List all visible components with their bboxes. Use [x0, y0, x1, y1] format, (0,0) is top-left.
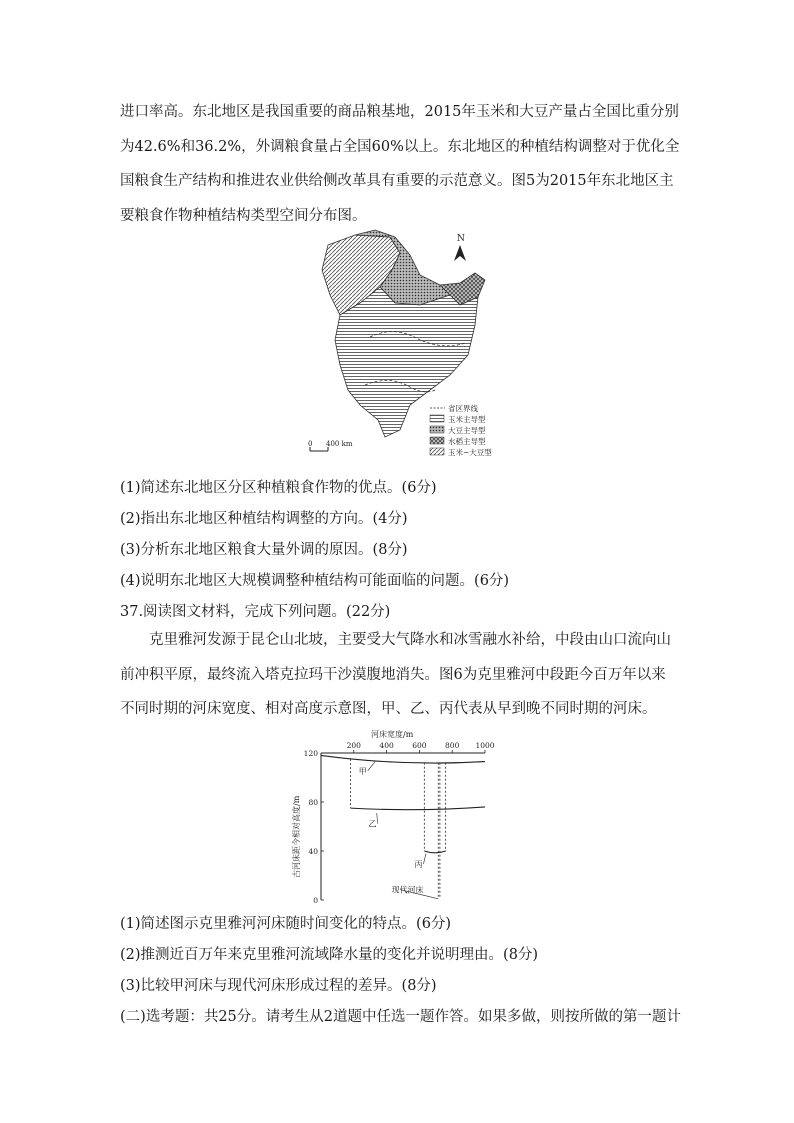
x-tick-label: 800: [445, 741, 460, 750]
x-tick-label: 400: [379, 741, 394, 750]
q36-item-2: (2)指出东北地区种植结构调整的方向。(4分): [120, 511, 408, 527]
y-tick-label: 40: [308, 847, 318, 856]
legend-rice: 水稻主导型: [448, 437, 486, 446]
north-arrow-label: N: [457, 234, 465, 244]
series-jia-label: 甲: [358, 766, 367, 776]
legend-soybean: 大豆主导型: [448, 426, 486, 435]
series-jia-label-leader: [368, 762, 375, 771]
northeast-crop-map: [300, 225, 510, 465]
y-tick-label: 0: [313, 896, 318, 905]
series-modern-label: 现代河床: [391, 885, 424, 895]
x-tick-label: 600: [412, 741, 427, 750]
legend-maize-soybean: 玉米−大豆型: [448, 448, 492, 457]
series-yi-label-leader: [377, 813, 378, 823]
q37-item-3: (3)比较甲河床与现代河床形成过程的差异。(8分): [120, 978, 437, 994]
series-jia-line: [321, 755, 485, 763]
scale-label: 400 km: [326, 440, 353, 448]
q36-item-3: (3)分析东北地区粮食大量外调的原因。(8分): [120, 542, 408, 558]
chart-ylabel: 古河床距今相对高度/m: [292, 795, 301, 878]
q37-item-2: (2)推测近百万年来克里雅河流域降水量的变化并说明理由。(8分): [120, 947, 539, 963]
y-tick-label: 120: [303, 749, 318, 758]
q36-item-4: (4)说明东北地区大规模调整种植结构可能面临的问题。(6分): [120, 573, 510, 589]
north-arrow-icon: [454, 245, 466, 261]
legend-maize: 玉米主导型: [448, 415, 486, 424]
series-yi-label: 乙: [368, 819, 377, 829]
series-bing-line: [424, 851, 445, 853]
q37-item-1: (1)简述图示克里雅河河床随时间变化的特点。(6分): [120, 916, 452, 932]
x-tick-label: 200: [346, 741, 361, 750]
series-bing-label: 丙: [414, 859, 423, 869]
scale-zero: 0: [308, 440, 313, 448]
y-tick-label: 80: [308, 798, 318, 807]
series-yi-line: [351, 807, 485, 810]
q37-title: 37.阅读图文材料，完成下列问题。(22分): [120, 604, 391, 620]
q36-item-1: (1)简述东北地区分区种植粮食作物的优点。(6分): [120, 480, 437, 496]
q37-paragraph: 克里雅河发源于昆仑山北坡，主要受大气降水和冰雪融水补给，中段由山口流向山前冲积平原，最终流入塔克拉玛干沙漠腹地消失。图6为克里雅河中段距今百万年以来不同时期的河床宽度、相对高度示意图，甲、乙、丙代表从早到晚不同时期的河床。: [120, 632, 671, 717]
legend-boundary: 省区界线: [448, 404, 478, 413]
x-tick-label: 1000: [475, 741, 495, 750]
river-bed-chart: [285, 728, 505, 908]
series-bing-label-leader: [423, 853, 425, 863]
footer-line: (二)选考题：共25分。请考生从2道题中任选一题作答。如果多做，则按所做的第一题计: [120, 1009, 681, 1025]
intro-paragraph: 进口率高。东北地区是我国重要的商品粮基地，2015年玉米和大豆产量占全国比重分别为42.6%和36.2%，外调粮食量占全国60%以上。东北地区的种植结构调整对于优化全国粮食生产结构和推进农业供给侧改革具有重要的示范意义。图5为2015年东北地区主要粮食作物种植结构类型空间分布图。: [120, 104, 680, 224]
chart-xlabel: 河床宽度/m: [371, 730, 414, 739]
